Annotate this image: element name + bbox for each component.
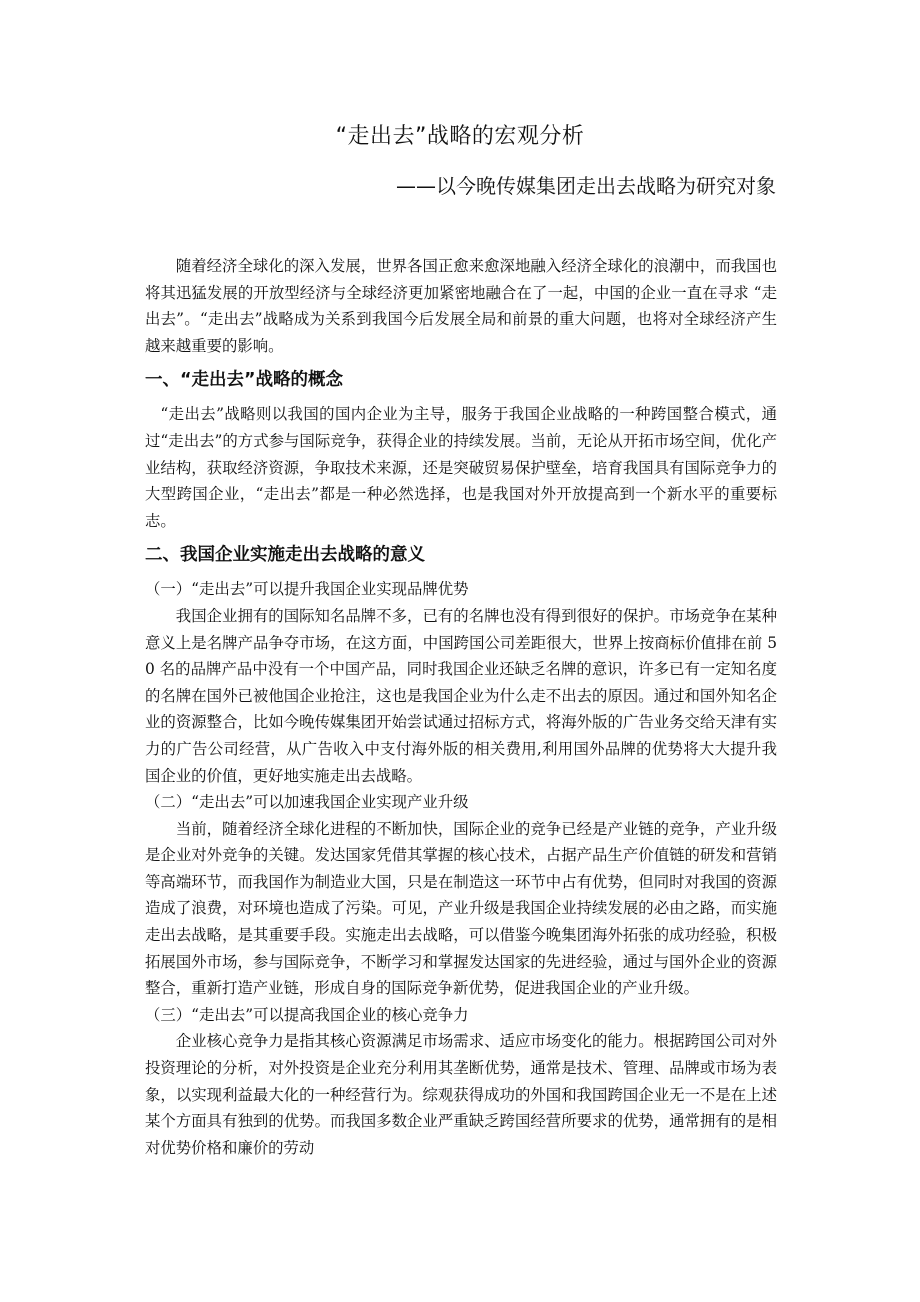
subsection-1-paragraph: 我国企业拥有的国际知名品牌不多，已有的名牌也没有得到很好的保护。市场竞争在某种意义上是名牌产品争夺市场，在这方面，中国跨国公司差距很大，世界上按商标价值排在前 50 名的品牌产品中没有一个中国产品，同时我国企业还缺乏名牌的意识，许多已有一定知名度的名牌在国外已被他国企业抢注，这也是我国企业为什么走不出去的原因。通过和国外知名企业的资源整合，比如今晚传媒集团开始尝试通过招标方式，将海外版的广告业务交给天津有实力的广告公司经营，从广告收入中支付海外版的相关费用,利用国外品牌的优势将大大提升我国企业的价值，更好地实施走出去战略。: [145, 606, 777, 785]
section-heading-1: 一、“走出去”战略的概念: [145, 370, 344, 391]
subsection-title-2: （二）“走出去”可以加速我国企业实现产业升级: [145, 793, 469, 812]
intro-paragraph: 随着经济全球化的深入发展，世界各国正愈来愈深地融入经济全球化的浪潮中，而我国也将其迅猛发展的开放型经济与全球经济更加紧密地融合在了一起，中国的企业一直在寻求 “走出去”。“走出去”战略成为关系到我国今后发展全局和前景的重大问题，也将对全球经济产生越来越重要的影响。: [145, 257, 777, 355]
subsection-title-1: （一）“走出去”可以提升我国企业实现品牌优势: [145, 580, 469, 599]
section-1-paragraph: “走出去”战略则以我国的国内企业为主导，服务于我国企业战略的一种跨国整合模式，通过“走出去”的方式参与国际竞争，获得企业的持续发展。当前，无论从开拓市场空间，优化产业结构，获取经济资源，争取技术来源，还是突破贸易保护壁垒，培育我国具有国际竞争力的大型跨国企业，“走出去”都是一种必然选择，也是我国对外开放提高到一个新水平的重要标志。: [145, 405, 777, 530]
subsection-title-3: （三）“走出去”可以提高我国企业的核心竞争力: [145, 1005, 469, 1024]
document-title: “走出去”战略的宏观分析: [335, 124, 585, 149]
document-body: [145, 253, 777, 1161]
document-subtitle: ——以今晚传媒集团走出去战略为研究对象: [396, 174, 776, 198]
subsection-2-paragraph: 当前，随着经济全球化进程的不断加快，国际企业的竞争已经是产业链的竞争，产业升级是企业对外竞争的关键。发达国家凭借其掌握的核心技术，占据产品生产价值链的研发和营销等高端环节，而我国作为制造业大国，只是在制造这一环节中占有优势，但同时对我国的资源造成了浪费，对环境也造成了污染。可见，产业升级是我国企业持续发展的必由之路，而实施走出去战略，是其重要手段。实施走出去战略，可以借鉴今晚集团海外拓张的成功经验，积极拓展国外市场，参与国际竞争，不断学习和掌握发达国家的先进经验，通过与国外企业的资源整合，重新打造产业链，形成自身的国际竞争新优势，促进我国企业的产业升级。: [145, 819, 777, 998]
section-heading-2: 二、我国企业实施走出去战略的意义: [145, 545, 425, 566]
subsection-3-paragraph: 企业核心竞争力是指其核心资源满足市场需求、适应市场变化的能力。根据跨国公司对外投资理论的分析，对外投资是企业充分利用其垄断优势，通常是技术、管理、品牌或市场为表象，以实现利益最大化的一种经营行为。综观获得成功的外国和我国跨国企业无一不是在上述某个方面具有独到的优势。而我国多数企业严重缺乏跨国经营所要求的优势，通常拥有的是相对优势价格和廉价的劳动: [145, 1032, 777, 1157]
